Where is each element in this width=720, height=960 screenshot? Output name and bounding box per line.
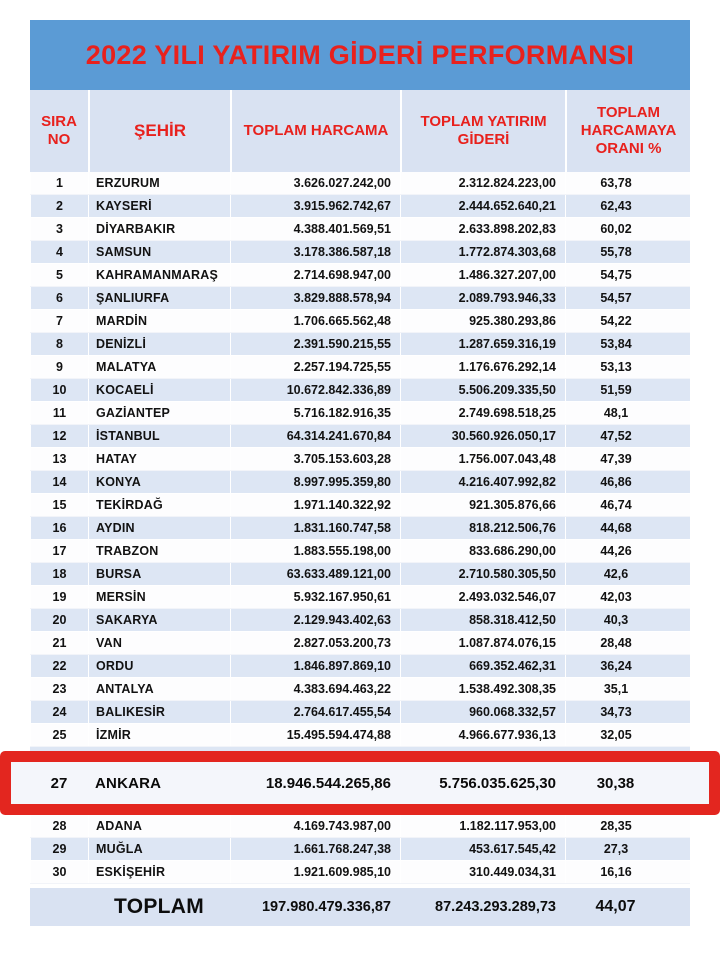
- table-row: [30, 540, 690, 563]
- ratio-value: 48,1: [565, 402, 690, 424]
- investment-spending-value: 5.756.035.625,30: [439, 774, 556, 792]
- ratio-value: 54,75: [565, 264, 690, 286]
- column-header-oran: TOPLAM HARCAMAYA ORANI %: [565, 90, 690, 172]
- ratio-value: 47,52: [565, 425, 690, 447]
- table-row: [30, 310, 690, 333]
- total-spending-value: 2.391.590.215,55: [230, 333, 400, 355]
- city-name: İSTANBUL: [88, 425, 230, 447]
- table-row: [30, 678, 690, 701]
- ratio-value: 28,48: [565, 632, 690, 654]
- investment-spending-value: 2.493.032.546,07: [400, 586, 565, 608]
- highlight-frame: [0, 751, 720, 815]
- city-name: ERZURUM: [88, 172, 230, 194]
- total-spending-value: 2.764.617.455,54: [230, 701, 400, 723]
- ratio-value: 53,84: [565, 333, 690, 355]
- row-number: 28: [30, 815, 88, 837]
- row-number: 12: [30, 425, 88, 447]
- city-name: İZMİR: [88, 724, 230, 746]
- investment-spending-value: 1.538.492.308,35: [400, 678, 565, 700]
- city-name: KOCAELİ: [88, 379, 230, 401]
- table-body-bottom: [30, 815, 690, 884]
- ratio-value: 27,3: [565, 838, 690, 860]
- table-row: [30, 448, 690, 471]
- total-spending-value: 15.495.594.474,88: [230, 724, 400, 746]
- investment-spending-value: 4.216.407.992,82: [400, 471, 565, 493]
- total-row-empty-cell: [30, 888, 88, 926]
- table-row: [30, 586, 690, 609]
- city-name: AYDIN: [88, 517, 230, 539]
- row-number: 14: [30, 471, 88, 493]
- investment-spending-value: 310.449.034,31: [400, 861, 565, 883]
- row-number: 2: [30, 195, 88, 217]
- total-spending-value: 5.932.167.950,61: [230, 586, 400, 608]
- table-row: [30, 563, 690, 586]
- row-number: 7: [30, 310, 88, 332]
- ratio-value: 42,6: [565, 563, 690, 585]
- row-number: 13: [30, 448, 88, 470]
- title-bar: [30, 20, 690, 90]
- total-spending-value: 18.946.544.265,86: [265, 774, 391, 792]
- city-name: DİYARBAKIR: [88, 218, 230, 240]
- highlighted-row-ankara: [11, 762, 709, 804]
- total-spending-value: 64.314.241.670,84: [230, 425, 400, 447]
- row-number: 3: [30, 218, 88, 240]
- investment-spending-value: 925.380.293,86: [400, 310, 565, 332]
- ratio-value: 36,24: [565, 655, 690, 677]
- ratio-value: 44,68: [565, 517, 690, 539]
- ratio-value: 30,38: [596, 774, 635, 792]
- table-row: [30, 517, 690, 540]
- row-number: 20: [30, 609, 88, 631]
- total-spending-value: 2.129.943.402,63: [230, 609, 400, 631]
- investment-spending-value: 5.506.209.335,50: [400, 379, 565, 401]
- city-name: ESKİŞEHİR: [88, 861, 230, 883]
- city-name: HATAY: [88, 448, 230, 470]
- table-row: [30, 632, 690, 655]
- investment-spending-value: 1.756.007.043,48: [400, 448, 565, 470]
- total-spending-value: 3.915.962.742,67: [230, 195, 400, 217]
- row-number: 21: [30, 632, 88, 654]
- investment-spending-value: 1.087.874.076,15: [400, 632, 565, 654]
- table-header-row: [30, 90, 690, 172]
- table-row: [30, 609, 690, 632]
- table-row: [30, 356, 690, 379]
- ratio-value: 55,78: [565, 241, 690, 263]
- table-row: [30, 701, 690, 724]
- investment-spending-value: 669.352.462,31: [400, 655, 565, 677]
- investment-spending-value: 921.305.876,66: [400, 494, 565, 516]
- investment-spending-value: 2.633.898.202,83: [400, 218, 565, 240]
- total-spending-value: 3.829.888.578,94: [230, 287, 400, 309]
- table-row: [30, 287, 690, 310]
- column-header-sehir: ŞEHİR: [88, 90, 230, 172]
- row-number: 5: [30, 264, 88, 286]
- ratio-value: 51,59: [565, 379, 690, 401]
- total-spending-value: 1.846.897.869,10: [230, 655, 400, 677]
- investment-spending-value: 2.710.580.305,50: [400, 563, 565, 585]
- total-spending-value: 3.178.386.587,18: [230, 241, 400, 263]
- city-name: SAKARYA: [88, 609, 230, 631]
- total-label: TOPLAM: [113, 895, 205, 918]
- total-spending-value: 3.626.027.242,00: [230, 172, 400, 194]
- ratio-value: 62,43: [565, 195, 690, 217]
- total-spending-value: 3.705.153.603,28: [230, 448, 400, 470]
- city-name: ADANA: [88, 815, 230, 837]
- row-number: 19: [30, 586, 88, 608]
- total-spending-value: 5.716.182.916,35: [230, 402, 400, 424]
- table-row: [30, 172, 690, 195]
- ratio-value: 40,3: [565, 609, 690, 631]
- row-number: 17: [30, 540, 88, 562]
- total-spending-value: 2.714.698.947,00: [230, 264, 400, 286]
- investment-spending-value: 1.176.676.292,14: [400, 356, 565, 378]
- table-row: [30, 333, 690, 356]
- city-name: SAMSUN: [88, 241, 230, 263]
- city-name: ANTALYA: [88, 678, 230, 700]
- row-number: 18: [30, 563, 88, 585]
- row-number: 25: [30, 724, 88, 746]
- ratio-value: 54,22: [565, 310, 690, 332]
- ratio-value: 46,86: [565, 471, 690, 493]
- total-spending-value: 1.831.160.747,58: [230, 517, 400, 539]
- total-spending-value: 1.971.140.322,92: [230, 494, 400, 516]
- city-name: VAN: [88, 632, 230, 654]
- ratio-value: 42,03: [565, 586, 690, 608]
- city-name: MARDİN: [88, 310, 230, 332]
- investment-spending-value: 833.686.290,00: [400, 540, 565, 562]
- total-spending-value: 63.633.489.121,00: [230, 563, 400, 585]
- city-name: ŞANLIURFA: [88, 287, 230, 309]
- table-row: [30, 815, 690, 838]
- total-yatirim-value: 87.243.293.289,73: [435, 899, 556, 915]
- investment-spending-value: 858.318.412,50: [400, 609, 565, 631]
- total-spending-value: 2.257.194.725,55: [230, 356, 400, 378]
- row-number: 22: [30, 655, 88, 677]
- city-name: MUĞLA: [88, 838, 230, 860]
- row-number: 30: [30, 861, 88, 883]
- table-row: [30, 218, 690, 241]
- city-name: ANKARA: [95, 774, 162, 792]
- row-number: 29: [30, 838, 88, 860]
- total-row: [30, 888, 690, 926]
- row-number: 23: [30, 678, 88, 700]
- table-row: [30, 379, 690, 402]
- city-name: TRABZON: [88, 540, 230, 562]
- investment-spending-value: 2.749.698.518,25: [400, 402, 565, 424]
- city-name: ORDU: [88, 655, 230, 677]
- ratio-value: 16,16: [565, 861, 690, 883]
- investment-spending-value: 30.560.926.050,17: [400, 425, 565, 447]
- row-number: 10: [30, 379, 88, 401]
- row-number: 4: [30, 241, 88, 263]
- ratio-value: 28,35: [565, 815, 690, 837]
- table-row: [30, 471, 690, 494]
- investment-spending-value: 4.966.677.936,13: [400, 724, 565, 746]
- row-number: 8: [30, 333, 88, 355]
- total-spending-value: 10.672.842.336,89: [230, 379, 400, 401]
- table-row: [30, 195, 690, 218]
- ratio-value: 46,74: [565, 494, 690, 516]
- table-row: [30, 425, 690, 448]
- row-number: 1: [30, 172, 88, 194]
- table-row: [30, 402, 690, 425]
- city-name: KONYA: [88, 471, 230, 493]
- city-name: KAHRAMANMARAŞ: [88, 264, 230, 286]
- city-name: MALATYA: [88, 356, 230, 378]
- total-spending-value: 2.827.053.200,73: [230, 632, 400, 654]
- investment-spending-value: 453.617.545,42: [400, 838, 565, 860]
- ratio-value: 53,13: [565, 356, 690, 378]
- table-row: [30, 838, 690, 861]
- city-name: KAYSERİ: [88, 195, 230, 217]
- city-name: GAZİANTEP: [88, 402, 230, 424]
- total-harcama-value: 197.980.479.336,87: [261, 899, 391, 915]
- total-oran-value: 44,07: [595, 898, 636, 915]
- row-number: 9: [30, 356, 88, 378]
- row-number: 15: [30, 494, 88, 516]
- column-header-toplam-yatirim-gideri: TOPLAM YATIRIM GİDERİ: [400, 90, 565, 172]
- ratio-value: 63,78: [565, 172, 690, 194]
- row-number: 6: [30, 287, 88, 309]
- total-spending-value: 4.388.401.569,51: [230, 218, 400, 240]
- row-number: 27: [50, 774, 68, 792]
- city-name: TEKİRDAĞ: [88, 494, 230, 516]
- total-spending-value: 4.383.694.463,22: [230, 678, 400, 700]
- table-row: [30, 494, 690, 517]
- table-row: [30, 655, 690, 678]
- city-name: BALIKESİR: [88, 701, 230, 723]
- investment-spending-value: 1.772.874.303,68: [400, 241, 565, 263]
- ratio-value: 35,1: [565, 678, 690, 700]
- page-title: 2022 YILI YATIRIM GİDERİ PERFORMANSI: [85, 39, 635, 70]
- total-spending-value: 4.169.743.987,00: [230, 815, 400, 837]
- total-spending-value: 1.706.665.562,48: [230, 310, 400, 332]
- total-spending-value: 1.661.768.247,38: [230, 838, 400, 860]
- investment-spending-value: 2.312.824.223,00: [400, 172, 565, 194]
- row-number: 24: [30, 701, 88, 723]
- ratio-value: 47,39: [565, 448, 690, 470]
- total-spending-value: 1.883.555.198,00: [230, 540, 400, 562]
- ratio-value: 54,57: [565, 287, 690, 309]
- table-row: [30, 724, 690, 747]
- total-spending-value: 1.921.609.985,10: [230, 861, 400, 883]
- investment-spending-value: 1.182.117.953,00: [400, 815, 565, 837]
- city-name: BURSA: [88, 563, 230, 585]
- ratio-value: 60,02: [565, 218, 690, 240]
- table-body-top: [30, 172, 690, 747]
- investment-spending-value: 960.068.332,57: [400, 701, 565, 723]
- city-name: MERSİN: [88, 586, 230, 608]
- investment-spending-value: 1.486.327.207,00: [400, 264, 565, 286]
- column-header-toplam-harcama: TOPLAM HARCAMA: [230, 90, 400, 172]
- row-number: 16: [30, 517, 88, 539]
- investment-spending-value: 2.444.652.640,21: [400, 195, 565, 217]
- table-row: [30, 241, 690, 264]
- row-number: 11: [30, 402, 88, 424]
- ratio-value: 32,05: [565, 724, 690, 746]
- investment-spending-value: 1.287.659.316,19: [400, 333, 565, 355]
- table-row: [30, 264, 690, 287]
- ratio-value: 44,26: [565, 540, 690, 562]
- investment-spending-value: 818.212.506,76: [400, 517, 565, 539]
- total-spending-value: 8.997.995.359,80: [230, 471, 400, 493]
- table-row: [30, 861, 690, 884]
- city-name: DENİZLİ: [88, 333, 230, 355]
- column-header-sira-no: SIRA NO: [41, 112, 77, 148]
- ratio-value: 34,73: [565, 701, 690, 723]
- investment-spending-value: 2.089.793.946,33: [400, 287, 565, 309]
